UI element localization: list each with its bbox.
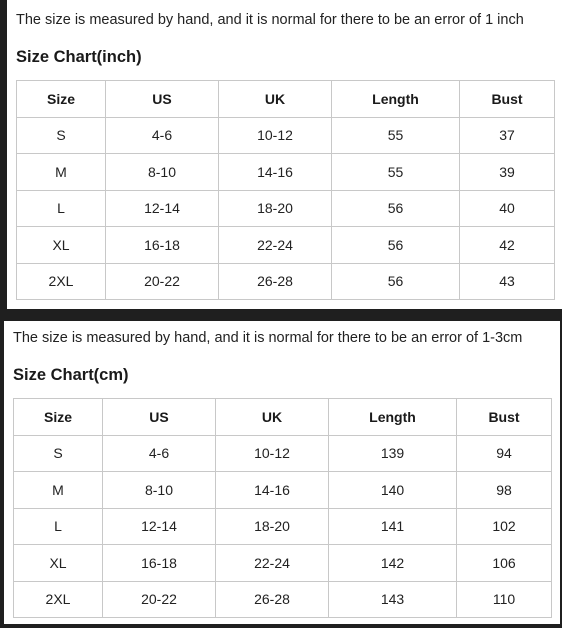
table-row — [17, 190, 555, 227]
cell-length: 56 — [332, 190, 460, 227]
table-row — [17, 154, 555, 191]
cell-size: 2XL — [14, 581, 103, 618]
cell-bust: 106 — [457, 545, 552, 582]
cell-length: 141 — [329, 508, 457, 545]
cell-us: 12-14 — [106, 190, 219, 227]
cell-us: 16-18 — [103, 545, 216, 582]
cell-length: 55 — [332, 154, 460, 191]
cell-uk: 10-12 — [219, 117, 332, 154]
size-table-cm — [13, 398, 552, 618]
cell-bust: 39 — [460, 154, 555, 191]
cell-bust: 94 — [457, 435, 552, 472]
cell-bust: 42 — [460, 227, 555, 264]
cell-size: L — [14, 508, 103, 545]
size-chart-inch-panel — [7, 0, 562, 309]
cell-us: 12-14 — [103, 508, 216, 545]
header-us: US — [103, 399, 216, 436]
cell-us: 20-22 — [106, 263, 219, 300]
table-row — [17, 117, 555, 154]
header-uk: UK — [219, 81, 332, 118]
table-row — [14, 472, 552, 509]
table-header-row — [14, 399, 552, 436]
cell-length: 143 — [329, 581, 457, 618]
size-table-inch — [16, 80, 555, 300]
cell-uk: 14-16 — [219, 154, 332, 191]
cell-size: M — [14, 472, 103, 509]
table-row — [14, 581, 552, 618]
table-row — [14, 435, 552, 472]
table-header-row — [17, 81, 555, 118]
cell-uk: 10-12 — [216, 435, 329, 472]
cell-length: 139 — [329, 435, 457, 472]
cell-us: 8-10 — [103, 472, 216, 509]
table-row — [14, 508, 552, 545]
cell-us: 16-18 — [106, 227, 219, 264]
cell-bust: 43 — [460, 263, 555, 300]
cell-length: 55 — [332, 117, 460, 154]
cell-length: 142 — [329, 545, 457, 582]
cell-size: M — [17, 154, 106, 191]
cell-us: 4-6 — [106, 117, 219, 154]
cell-uk: 26-28 — [216, 581, 329, 618]
cell-size: 2XL — [17, 263, 106, 300]
table-row — [17, 227, 555, 264]
measurement-note: The size is measured by hand, and it is normal for there to be an error of 1-3cm — [13, 330, 523, 346]
header-bust: Bust — [457, 399, 552, 436]
header-bust: Bust — [460, 81, 555, 118]
cell-size: S — [17, 117, 106, 154]
cell-uk: 22-24 — [219, 227, 332, 264]
cell-bust: 40 — [460, 190, 555, 227]
cell-length: 140 — [329, 472, 457, 509]
cell-us: 20-22 — [103, 581, 216, 618]
header-uk: UK — [216, 399, 329, 436]
cell-us: 4-6 — [103, 435, 216, 472]
cell-size: S — [14, 435, 103, 472]
header-us: US — [106, 81, 219, 118]
measurement-note: The size is measured by hand, and it is normal for there to be an error of 1 inch — [16, 12, 524, 28]
cell-uk: 18-20 — [216, 508, 329, 545]
cell-uk: 26-28 — [219, 263, 332, 300]
cell-uk: 22-24 — [216, 545, 329, 582]
table-row — [17, 263, 555, 300]
cell-us: 8-10 — [106, 154, 219, 191]
cell-bust: 110 — [457, 581, 552, 618]
header-size: Size — [14, 399, 103, 436]
chart-title: Size Chart(inch) — [16, 48, 142, 66]
header-length: Length — [332, 81, 460, 118]
size-chart-cm-panel — [4, 321, 560, 624]
cell-length: 56 — [332, 263, 460, 300]
cell-uk: 14-16 — [216, 472, 329, 509]
cell-bust: 37 — [460, 117, 555, 154]
cell-size: XL — [14, 545, 103, 582]
cell-size: XL — [17, 227, 106, 264]
cell-bust: 102 — [457, 508, 552, 545]
header-size: Size — [17, 81, 106, 118]
table-row — [14, 545, 552, 582]
cell-uk: 18-20 — [219, 190, 332, 227]
cell-bust: 98 — [457, 472, 552, 509]
cell-length: 56 — [332, 227, 460, 264]
header-length: Length — [329, 399, 457, 436]
chart-title: Size Chart(cm) — [13, 366, 129, 384]
cell-size: L — [17, 190, 106, 227]
